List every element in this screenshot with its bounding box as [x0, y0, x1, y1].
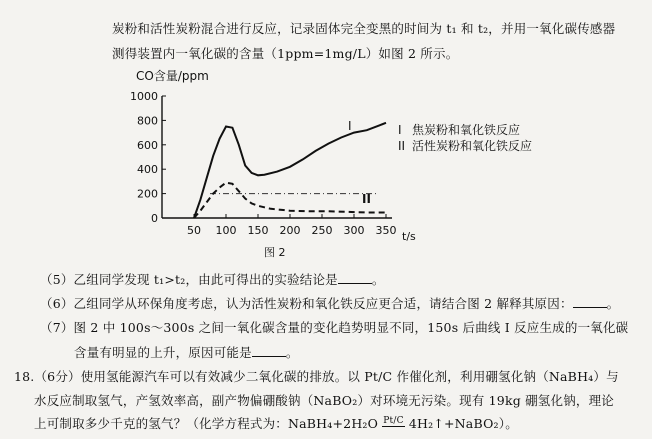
x-tick-label: 50	[187, 224, 201, 237]
intro-line-2: 测得装置内一氧化碳的含量（1ppm=1mg/L）如图 2 所示。	[112, 46, 459, 61]
legend-text-ii: 活性炭粉和氧化铁反应	[412, 139, 533, 153]
question-5	[40, 270, 385, 288]
legend	[398, 122, 532, 153]
legend-text-i: 焦炭粉和氧化铁反应	[412, 123, 521, 137]
q7-end: 。	[285, 345, 299, 360]
q5-text: （5）乙组同学发现 t₁>t₂，由此可得出的实验结论是	[40, 272, 338, 287]
question-18-line-1: 18.（6分）使用氢能源汽车可以有效减少二氧化碳的排放。以 Pt/C 作催化剂，利用硼氢化钠（NaBH₄）与	[14, 369, 619, 384]
legend-key-i: I	[398, 123, 402, 137]
x-tick-label: 250	[311, 224, 333, 237]
catalyst-label: Pt/C	[383, 415, 404, 426]
y-tick-label: 600	[137, 138, 158, 152]
q5-end: 。	[371, 272, 385, 287]
x-axis-label: t/s	[402, 230, 416, 243]
y-axis-label: CO含量/ppm	[136, 69, 209, 83]
x-tick-label: 350	[375, 224, 397, 237]
series-ii-line	[194, 183, 386, 218]
question-18-line-2: 水反应制取氢气，产氢效率高，副产物偏硼酸钠（NaBO₂）对环境无污染。现有 19kg 硼氢化钠，理论	[34, 393, 614, 408]
y-tick-label: 800	[137, 114, 158, 128]
x-tick-label: 200	[279, 224, 301, 237]
x-tick-label: 100	[215, 224, 237, 237]
catalyst-arrow	[382, 417, 404, 433]
series-i-line	[194, 123, 386, 218]
q18-equation-right: 4H₂↑+NaBO₂）。	[408, 416, 518, 431]
series-ii-label: II	[362, 192, 371, 206]
q5-answer-blank[interactable]	[338, 273, 372, 284]
intro-line-1: 炭粉和活性炭粉混合进行反应，记录固体完全变黑的时间为 t₁ 和 t₂，并用一氧化碳传感器	[112, 21, 616, 36]
q6-end: 。	[606, 296, 620, 311]
y-tick-label: 200	[137, 187, 158, 201]
co-chart	[0, 60, 652, 330]
x-tick-label: 150	[247, 224, 269, 237]
legend-key-ii: II	[398, 139, 406, 153]
q6-answer-blank[interactable]	[573, 297, 607, 308]
chart-caption: 图 2	[264, 246, 286, 259]
y-tick-label: 1000	[130, 90, 158, 103]
series-i-label: I	[348, 119, 352, 133]
question-7-line-1: （7）图 2 中 100s～300s 之间一氧化碳含量的变化趋势明显不同，150s 后曲线 I 反应生成的一氧化碳	[40, 320, 629, 335]
question-6	[40, 294, 619, 312]
q7-answer-blank[interactable]	[252, 346, 286, 357]
y-ticks	[130, 90, 166, 225]
x-tick-label: 300	[343, 224, 365, 237]
question-18-line-3	[34, 414, 518, 433]
q7-text: 含量有明显的上升，原因可能是	[74, 345, 252, 360]
q18-equation-left: 上可制取多少千克的氢气？（化学方程式为：NaBH₄+2H₂O	[34, 416, 379, 431]
question-7-line-2	[74, 343, 299, 361]
q6-text: （6）乙组同学从环保角度考虑，认为活性炭粉和氧化铁反应更合适，请结合图 2 解释其原因：	[40, 296, 573, 311]
y-tick-label: 400	[137, 163, 158, 177]
y-tick-label: 0	[151, 212, 158, 225]
